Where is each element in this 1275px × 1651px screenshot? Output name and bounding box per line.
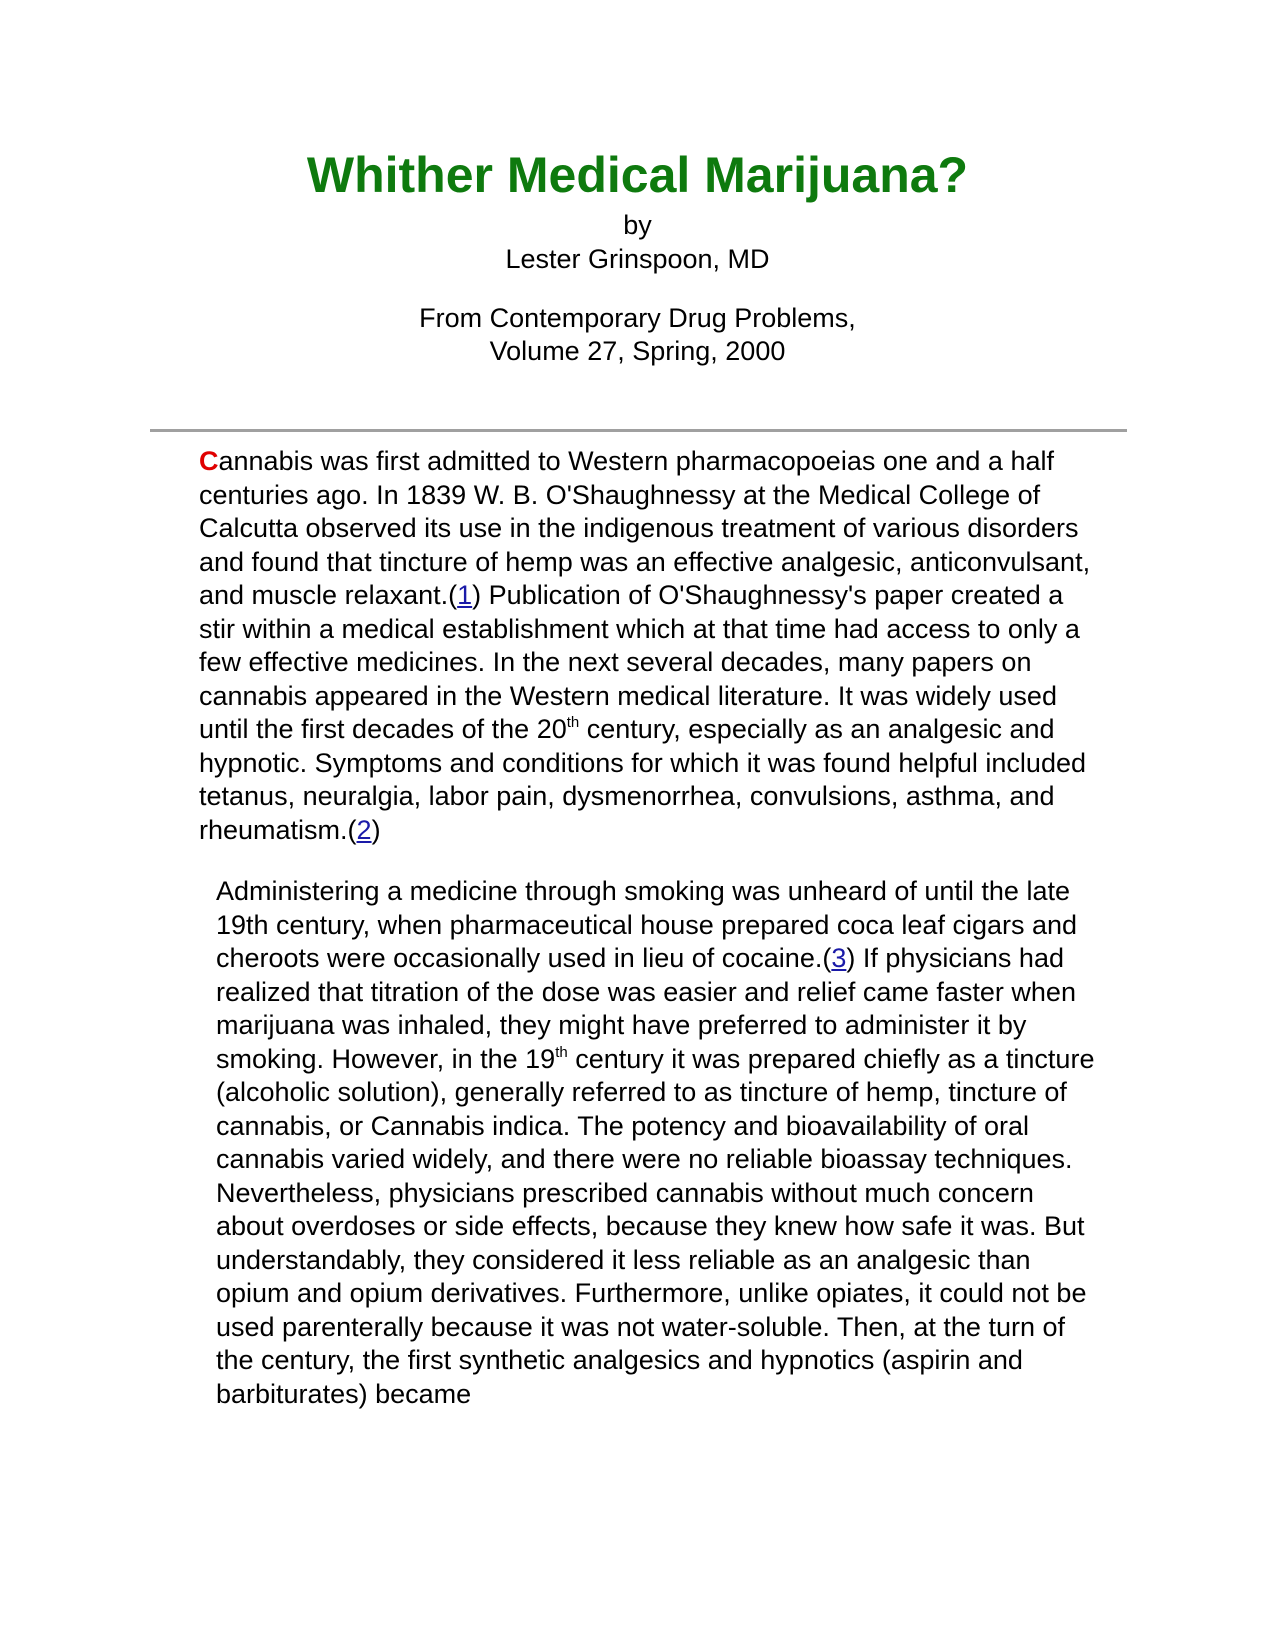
byline-by: by (623, 210, 652, 240)
source-line-volume: Volume 27, Spring, 2000 (489, 336, 786, 366)
footnote-link-2[interactable]: 2 (356, 814, 372, 845)
article-body (199, 445, 1099, 1411)
ordinal-superscript: th (555, 1043, 568, 1061)
paragraph-1-text-a: annabis was first admitted to Western pharmacopoeias one and a half centuries ago. In 1839 W. B. O'Shaughnessy at the Medical College of Calcutta observed its use in the indigenous treatment of various disorders and found that tincture of hemp was an effective analgesic, anticonvulsant, and muscle relaxant.( (199, 446, 1091, 610)
paragraph-2-text-b: ) If physicians had realized that titration of the dose was easier and relief came faster when marijuana was inhaled, they might have preferred to administer it by smoking. However, in the 19 (216, 943, 1076, 1074)
paragraph-1-text-b: ) Publication of O'Shaughnessy's paper created a stir within a medical establishment which at that time had access to only a few effective medicines. In the next several decades, many papers on cannabis appeared in the Western medical literature. It was widely used until the first decades of the 20 (199, 580, 1080, 744)
footnote-link-1[interactable]: 1 (457, 580, 473, 610)
horizontal-divider (150, 429, 1127, 432)
paragraph-1 (199, 445, 1099, 847)
byline (0, 208, 1275, 276)
drop-cap-letter: C (199, 446, 219, 476)
paragraph-2 (199, 875, 1099, 1411)
paragraph-2-text-c: century it was prepared chiefly as a tincture (alcoholic solution), generally referred to as tincture of hemp, tincture of cannabis, or Cannabis indica. The potency and bioavailability of oral cannabis varied widely, and there were no reliable bioassay techniques. Nevertheless, physicians prescribed cannabis without much concern about overdoses or side effects, because they knew how safe it was. But understandably, they considered it less reliable as an analgesic than opium and opium derivatives. Furthermore, unlike opiates, it could not be used parenterally because it was not water-soluble. Then, at the turn of the century, the first synthetic analgesics and hypnotics (aspirin and barbiturates) became (216, 1043, 1095, 1409)
author-name: Lester Grinspoon, MD (505, 244, 770, 274)
source-line-journal: From Contemporary Drug Problems, (419, 303, 856, 333)
ordinal-superscript: th (566, 714, 580, 731)
article-title: Whither Medical Marijuana? (306, 147, 969, 203)
source-citation (0, 302, 1275, 368)
paragraph-1-text-d: ) (371, 814, 381, 845)
paragraph-2-text-a: Administering a medicine through smoking was unheard of until the late 19th century, when pharmaceutical house prepared coca leaf cigars and cheroots were occasionally used in lieu of cocaine.( (216, 876, 1078, 973)
footnote-link-3[interactable]: 3 (831, 943, 847, 973)
paragraph-1-text-c: century, especially as an analgesic and hypnotic. Symptoms and conditions for which it was found helpful included tetanus, neuralgia, labor pain, dysmenorrhea, convulsions, asthma, and rheumatism.( (199, 714, 1086, 845)
article-header (0, 146, 1275, 368)
